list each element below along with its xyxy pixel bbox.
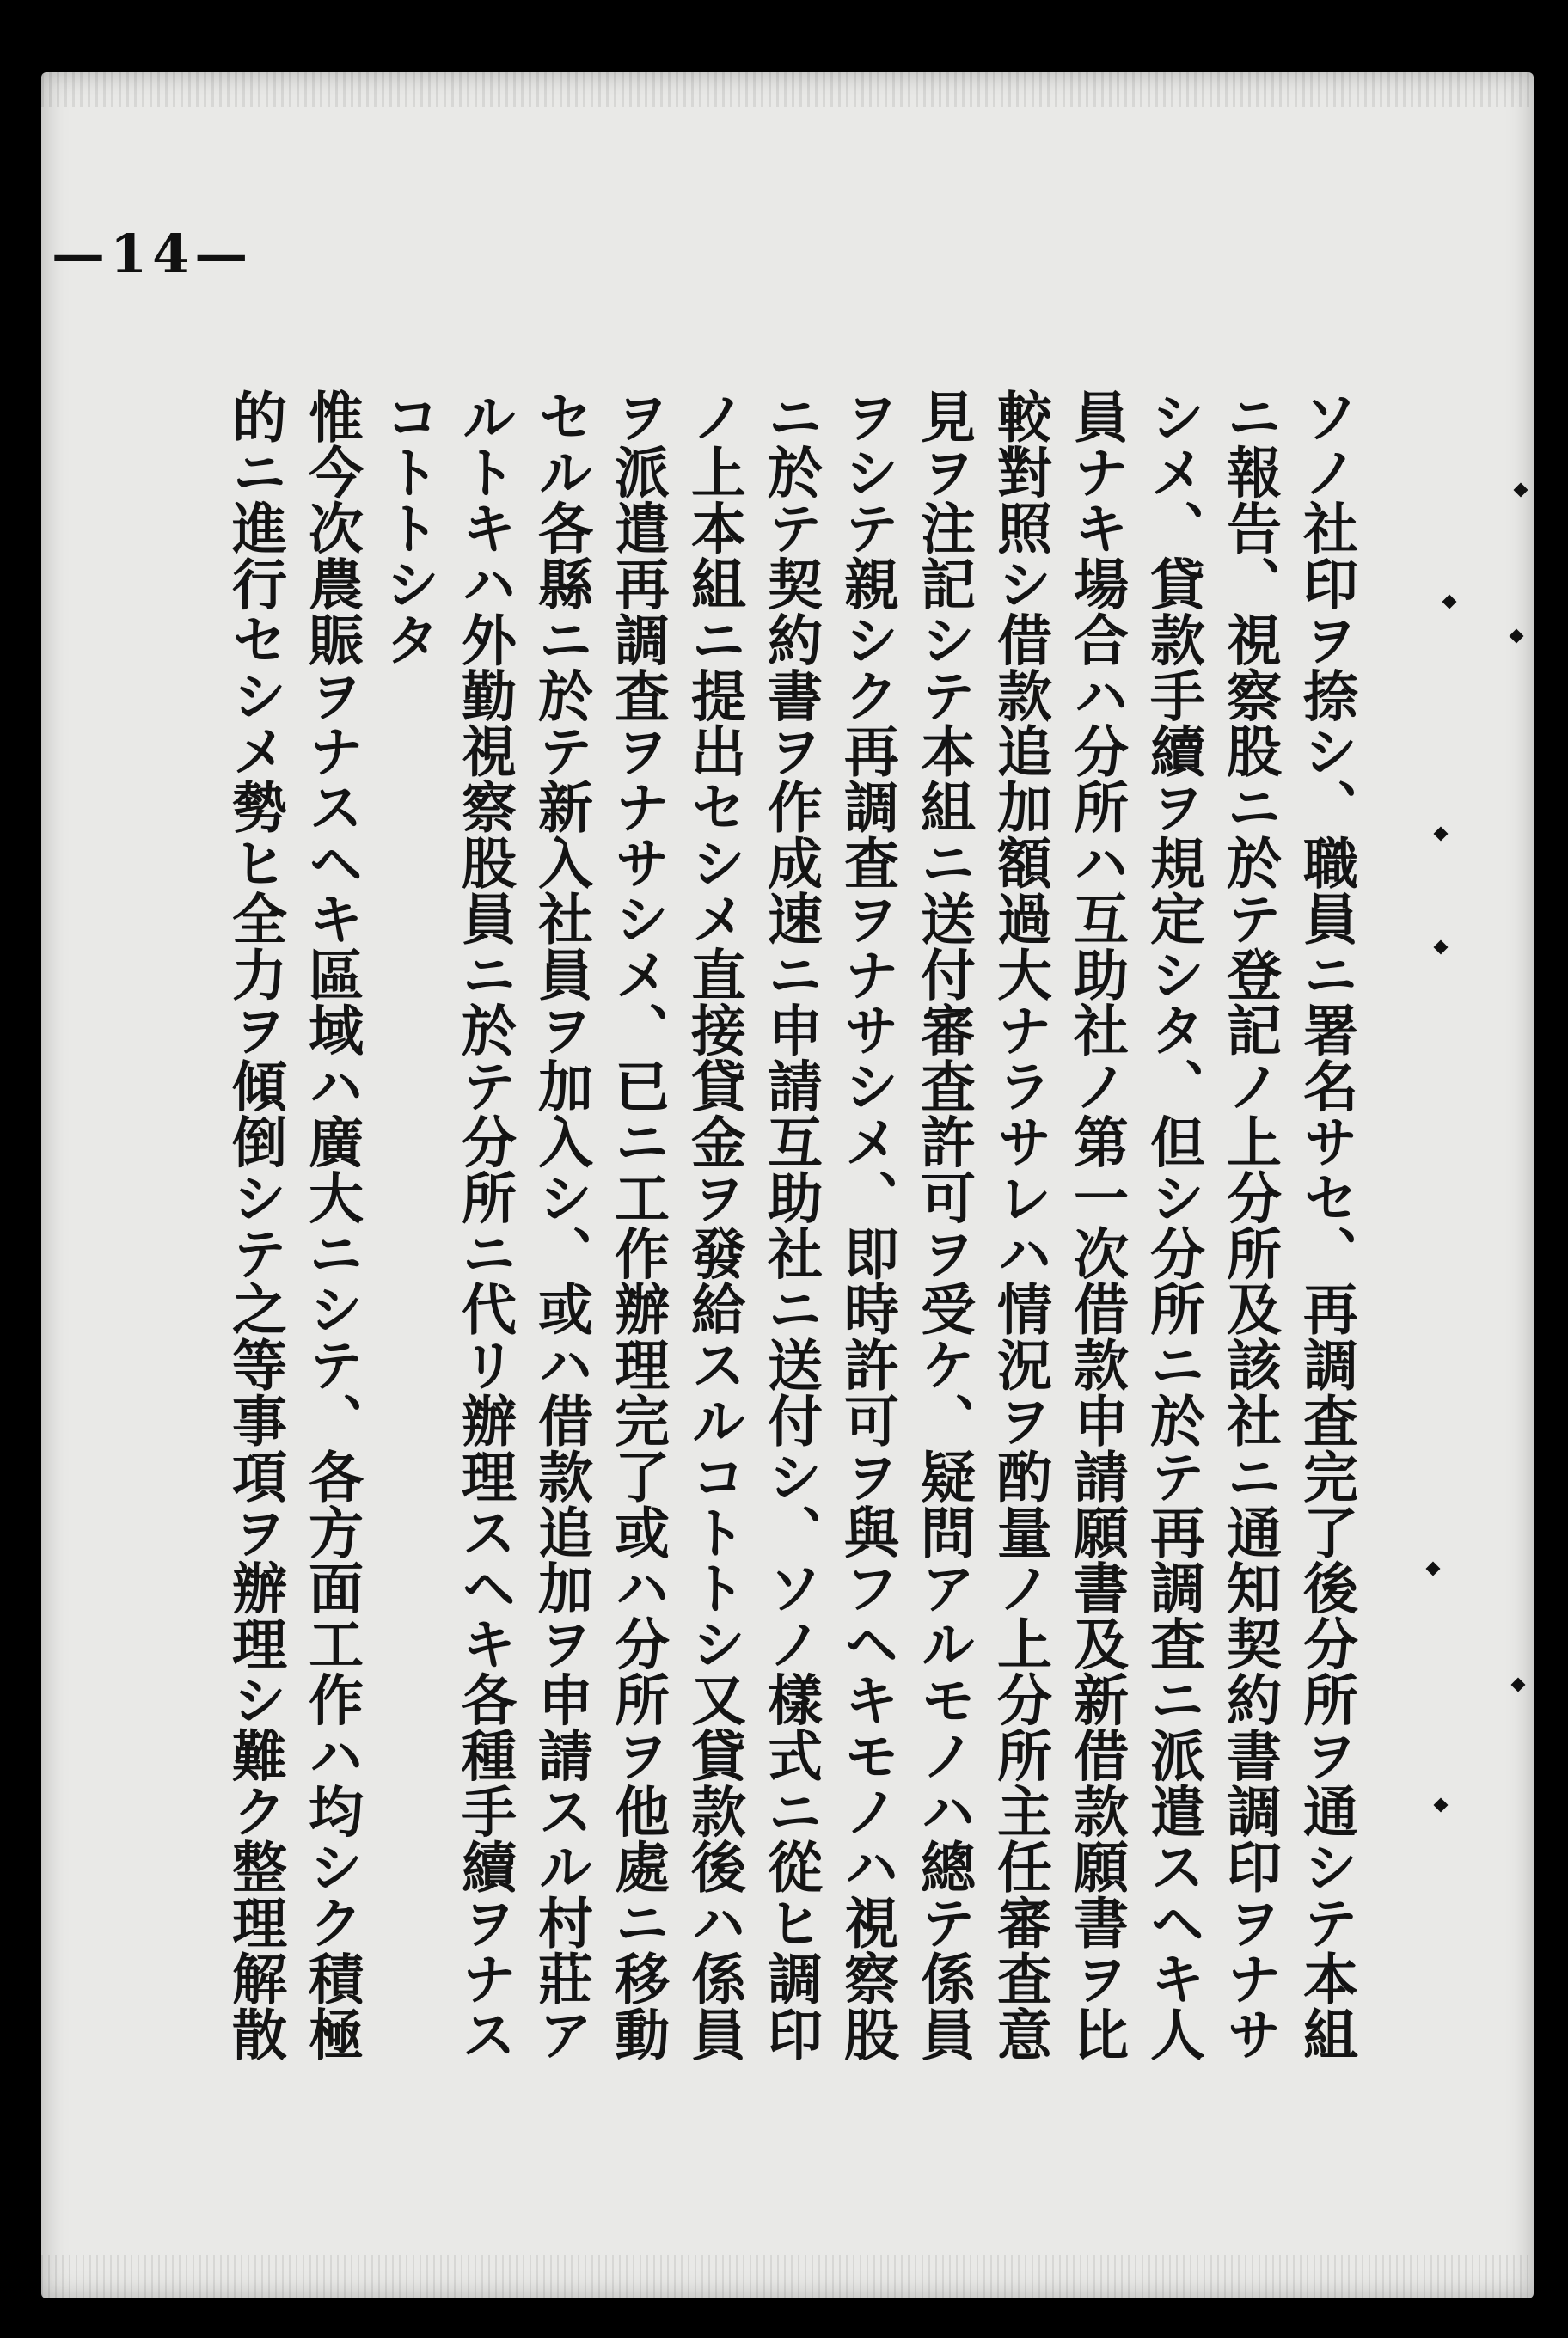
text-column-11: セル各縣ニ於テ新入社員ヲ加入シ、或ハ借款追加ヲ申請スル村莊ア <box>529 389 593 2063</box>
text-column-1: ソノ社印ヲ捺シ、職員ニ署名サセ、再調査完了後分所ヲ通シテ本組 <box>1294 389 1358 2062</box>
text-column-14: 惟今次農賑ヲナスヘキ區域ハ廣大ニシテ、各方面工作ハ均シク積極 <box>299 389 364 2062</box>
text-column-15: 的ニ進行セシメ勢ヒ全力ヲ傾倒シテ之等事項ヲ辦理シ難ク整理解散 <box>223 389 287 2062</box>
text-column-4: 員ナキ場合ハ分所ハ互助社ノ第一次借款申請願書及新借款願書ヲ比 <box>1064 389 1129 2062</box>
text-column-12: ルトキハ外勤視察股員ニ於テ分所ニ代リ辦理スヘキ各種手續ヲナス <box>452 389 517 2062</box>
text-column-7: ヲシテ親シク再調査ヲナサシメ、即時許可ヲ與フヘキモノハ視察股 <box>835 389 899 2062</box>
text-column-8: ニ於テ契約書ヲ作成速ニ申請互助社ニ送付シ、ソノ樣式ニ從ヒ調印 <box>758 389 823 2062</box>
text-column-10: ヲ派遣再調査ヲナサシメ、已ニ工作辦理完了或ハ分所ヲ他處ニ移動 <box>605 389 670 2062</box>
vertical-text-block <box>211 389 1359 2176</box>
scan-speck <box>1426 1562 1441 1576</box>
scan-speck <box>1442 595 1457 609</box>
text-column-5: 較對照シ借款追加額過大ナラサレハ情況ヲ酌量ノ上分所主任審査意 <box>988 389 1052 2062</box>
text-column-9: ノ上本組ニ提出セシメ直接貸金ヲ發給スルコトトシ又貸款後ハ係員 <box>682 389 746 2062</box>
text-column-3: シメ、貸款手續ヲ規定シタ、但シ分所ニ於テ再調査ニ派遣スヘキ人 <box>1141 389 1205 2063</box>
scan-speck <box>1434 827 1449 842</box>
scan-noise-bottom <box>41 2255 1534 2298</box>
page-number: —14— <box>52 223 254 285</box>
text-column-2: ニ報告、視察股ニ於テ登記ノ上分所及該社ニ通知契約書調印ヲナサ <box>1217 389 1282 2062</box>
scan-speck <box>1514 483 1528 498</box>
text-column-13: コトトシタ <box>376 389 440 668</box>
document-page <box>41 72 1534 2298</box>
scan-noise-top <box>41 72 1534 107</box>
text-column-6: 見ヲ注記シテ本組ニ送付審査許可ヲ受ケ、疑問アルモノハ總テ係員 <box>911 389 976 2062</box>
scan-speck <box>1511 1678 1526 1692</box>
scan-speck <box>1434 1798 1449 1813</box>
scan-speck <box>1434 940 1449 955</box>
scan-speck <box>1510 629 1524 644</box>
